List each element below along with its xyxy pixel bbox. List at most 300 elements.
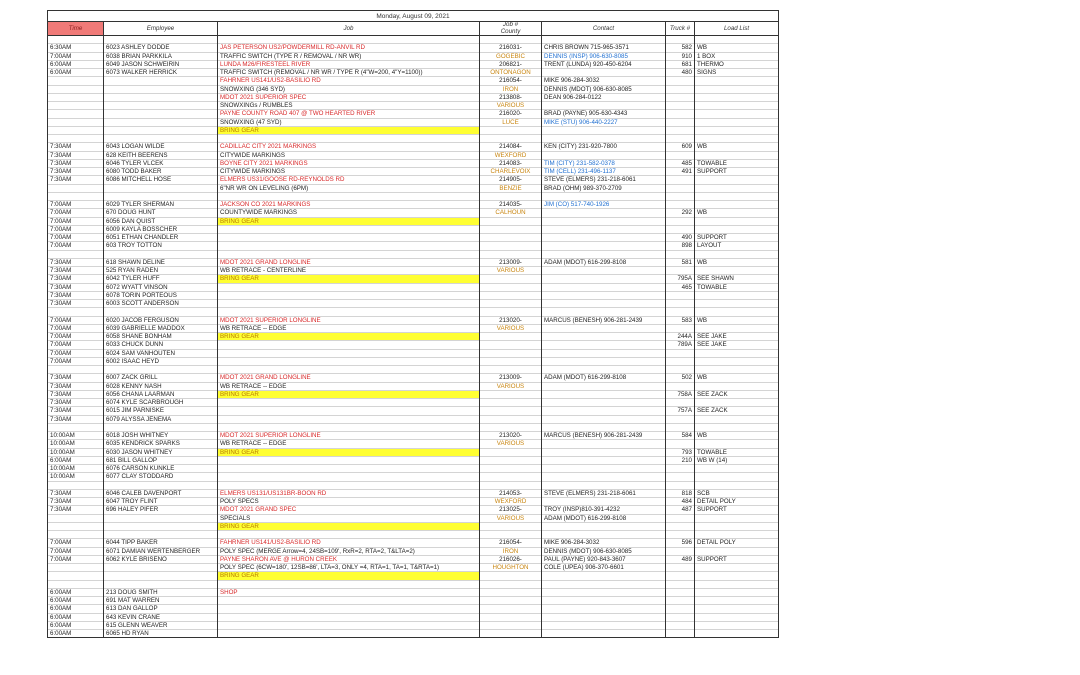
cell-employee — [104, 118, 218, 126]
cell-employee: 603 TROY TOTTON — [104, 242, 218, 250]
cell-job-number-county — [480, 621, 542, 629]
cell-time — [48, 192, 104, 200]
cell-employee — [104, 85, 218, 93]
cell-employee: 6003 SCOTT ANDERSON — [104, 300, 218, 308]
cell-job: MDOT 2021 SUPERIOR LONGLINE — [218, 432, 480, 440]
cell-employee: 6056 CHANA LAARMAN — [104, 390, 218, 398]
cell-truck — [666, 382, 695, 390]
cell-truck — [666, 151, 695, 159]
cell-job-number-county — [480, 135, 542, 143]
cell-load-list — [695, 349, 779, 357]
cell-contact — [542, 308, 666, 316]
cell-truck: 489 — [666, 555, 695, 563]
table-row — [48, 333, 779, 341]
table-row — [48, 60, 779, 68]
cell-truck — [666, 118, 695, 126]
cell-truck: 584 — [666, 432, 695, 440]
cell-contact — [542, 522, 666, 530]
cell-job: CITYWIDE MARKINGS — [218, 151, 480, 159]
cell-time: 6:00AM — [48, 588, 104, 596]
cell-contact — [542, 69, 666, 77]
table-row — [48, 465, 779, 473]
cell-contact — [542, 597, 666, 605]
table-row — [48, 415, 779, 423]
cell-load-list — [695, 514, 779, 522]
cell-load-list — [695, 399, 779, 407]
table-row — [48, 151, 779, 159]
cell-job-number-county: GOGEBIC — [480, 52, 542, 60]
cell-employee: 643 KEVIN CRANE — [104, 613, 218, 621]
cell-load-list: TOWABLE — [695, 283, 779, 291]
cell-employee: 6086 MITCHELL HOSE — [104, 176, 218, 184]
cell-time: 10:00AM — [48, 448, 104, 456]
header-job-number — [480, 22, 542, 36]
cell-time: 7:30AM — [48, 399, 104, 407]
cell-load-list — [695, 126, 779, 134]
cell-employee: 6047 TROY FLINT — [104, 498, 218, 506]
cell-time — [48, 250, 104, 258]
cell-load-list: SUPPORT — [695, 506, 779, 514]
cell-job-number-county: 214084- — [480, 143, 542, 151]
cell-job — [218, 605, 480, 613]
cell-truck: 758A — [666, 390, 695, 398]
cell-truck: 596 — [666, 539, 695, 547]
table-row — [48, 250, 779, 258]
cell-load-list — [695, 225, 779, 233]
cell-job-number-county — [480, 481, 542, 489]
cell-employee — [104, 192, 218, 200]
cell-load-list — [695, 184, 779, 192]
cell-time: 10:00AM — [48, 432, 104, 440]
cell-time: 6:30AM — [48, 44, 104, 52]
cell-load-list — [695, 135, 779, 143]
cell-contact — [542, 333, 666, 341]
cell-load-list: LAYOUT — [695, 242, 779, 250]
cell-job-number-county — [480, 465, 542, 473]
cell-contact — [542, 456, 666, 464]
table-row — [48, 456, 779, 464]
cell-job — [218, 580, 480, 588]
cell-truck: 490 — [666, 234, 695, 242]
table-row — [48, 242, 779, 250]
cell-truck: 910 — [666, 52, 695, 60]
cell-load-list — [695, 102, 779, 110]
cell-contact: CHRIS BROWN 715-965-3571 — [542, 44, 666, 52]
table-row — [48, 184, 779, 192]
cell-truck — [666, 399, 695, 407]
cell-employee: 6058 SHANE BONHAM — [104, 333, 218, 341]
cell-load-list — [695, 588, 779, 596]
cell-job: FAHRNER US141/US2-BASILIO RD — [218, 539, 480, 547]
cell-job-number-county — [480, 399, 542, 407]
cell-truck — [666, 300, 695, 308]
cell-employee — [104, 531, 218, 539]
cell-load-list — [695, 36, 779, 44]
cell-contact — [542, 341, 666, 349]
cell-job-number-county: BENZIE — [480, 184, 542, 192]
cell-time: 7:30AM — [48, 283, 104, 291]
cell-time: 7:30AM — [48, 407, 104, 415]
cell-job-number-county — [480, 308, 542, 316]
table-row — [48, 514, 779, 522]
table-row — [48, 44, 779, 52]
cell-truck: 581 — [666, 258, 695, 266]
cell-truck: 484 — [666, 498, 695, 506]
cell-job: MDOT 2021 SUPERIOR SPEC — [218, 93, 480, 101]
cell-contact: DENNIS (MDOT) 906-630-8085 — [542, 547, 666, 555]
cell-contact — [542, 267, 666, 275]
cell-employee: 6033 CHUCK DUNN — [104, 341, 218, 349]
cell-employee — [104, 423, 218, 431]
cell-load-list — [695, 481, 779, 489]
cell-employee: 6024 SAM VANHOUTEN — [104, 349, 218, 357]
cell-time — [48, 366, 104, 374]
table-row — [48, 69, 779, 77]
cell-load-list: WB — [695, 44, 779, 52]
cell-time: 6:00AM — [48, 605, 104, 613]
cell-load-list — [695, 250, 779, 258]
cell-contact: ADAM (MDOT) 616-299-8108 — [542, 258, 666, 266]
cell-load-list — [695, 423, 779, 431]
table-row — [48, 77, 779, 85]
table-row — [48, 324, 779, 332]
cell-job: BRING GEAR — [218, 333, 480, 341]
cell-employee: 6018 JOSH WHITNEY — [104, 432, 218, 440]
cell-time: 6:00AM — [48, 597, 104, 605]
cell-truck — [666, 102, 695, 110]
cell-truck — [666, 192, 695, 200]
cell-truck — [666, 572, 695, 580]
cell-truck: 757A — [666, 407, 695, 415]
cell-employee: 6046 CALEB DAVENPORT — [104, 489, 218, 497]
cell-job: SNOWXINGs / RUMBLES — [218, 102, 480, 110]
table-row — [48, 357, 779, 365]
cell-load-list — [695, 382, 779, 390]
header-county-label: County — [500, 27, 521, 35]
cell-employee: 6072 WYATT VINSON — [104, 283, 218, 291]
cell-job-number-county — [480, 456, 542, 464]
cell-truck — [666, 308, 695, 316]
cell-employee — [104, 93, 218, 101]
cell-contact: KEN (CITY) 231-920-7800 — [542, 143, 666, 151]
cell-load-list — [695, 118, 779, 126]
table-row — [48, 366, 779, 374]
cell-job: FAHRNER US141/US2-BASILIO RD — [218, 77, 480, 85]
table-row — [48, 473, 779, 481]
cell-job-number-county — [480, 225, 542, 233]
cell-time — [48, 481, 104, 489]
cell-time: 7:30AM — [48, 498, 104, 506]
cell-truck — [666, 630, 695, 638]
cell-time — [48, 135, 104, 143]
cell-job: BRING GEAR — [218, 217, 480, 225]
cell-contact — [542, 357, 666, 365]
cell-truck — [666, 415, 695, 423]
cell-time: 7:00AM — [48, 555, 104, 563]
cell-contact — [542, 473, 666, 481]
cell-contact — [542, 621, 666, 629]
cell-employee: 6023 ASHLEY DODDE — [104, 44, 218, 52]
cell-employee — [104, 126, 218, 134]
cell-truck — [666, 531, 695, 539]
cell-employee: 6007 ZACK GRILL — [104, 374, 218, 382]
cell-truck — [666, 465, 695, 473]
cell-employee — [104, 481, 218, 489]
cell-job-number-county: 216054- — [480, 539, 542, 547]
cell-employee: 6002 ISAAC HEYD — [104, 357, 218, 365]
cell-load-list — [695, 201, 779, 209]
cell-contact — [542, 192, 666, 200]
cell-contact — [542, 151, 666, 159]
cell-job: SNOWXING (47 SYD) — [218, 118, 480, 126]
table-row — [48, 489, 779, 497]
cell-job-number-county — [480, 423, 542, 431]
table-row — [48, 349, 779, 357]
cell-job-number-county: 216054- — [480, 77, 542, 85]
table-row — [48, 390, 779, 398]
cell-load-list: 1 BOX — [695, 52, 779, 60]
cell-job: SPECIALS — [218, 514, 480, 522]
cell-job-number-county — [480, 473, 542, 481]
table-row — [48, 110, 779, 118]
cell-truck — [666, 423, 695, 431]
cell-job — [218, 357, 480, 365]
cell-employee: 6044 TIPP BAKER — [104, 539, 218, 547]
cell-contact — [542, 588, 666, 596]
cell-job: JACKSON CO 2021 MARKINGS — [218, 201, 480, 209]
cell-job: MDOT 2021 GRAND SPEC — [218, 506, 480, 514]
cell-load-list — [695, 308, 779, 316]
cell-time: 7:30AM — [48, 176, 104, 184]
cell-truck: 487 — [666, 506, 695, 514]
cell-contact: STEVE (ELMERS) 231-218-6061 — [542, 176, 666, 184]
title-row — [48, 11, 779, 22]
cell-time: 7:00AM — [48, 539, 104, 547]
cell-job-number-county: VARIOUS — [480, 514, 542, 522]
cell-job: POLY SPECS — [218, 498, 480, 506]
cell-truck — [666, 85, 695, 93]
cell-time: 7:30AM — [48, 382, 104, 390]
table-row — [48, 217, 779, 225]
cell-job: TRAFFIC SWITCH (TYPE R / REMOVAL / NR WR) — [218, 52, 480, 60]
cell-job-number-county — [480, 597, 542, 605]
cell-job-number-county: 216031- — [480, 44, 542, 52]
cell-time: 7:30AM — [48, 143, 104, 151]
cell-job-number-county — [480, 341, 542, 349]
cell-truck — [666, 110, 695, 118]
cell-truck — [666, 621, 695, 629]
cell-truck: 818 — [666, 489, 695, 497]
table-row — [48, 275, 779, 283]
cell-time: 7:30AM — [48, 300, 104, 308]
cell-job-number-county — [480, 275, 542, 283]
cell-time: 7:00AM — [48, 341, 104, 349]
cell-load-list — [695, 473, 779, 481]
cell-load-list — [695, 605, 779, 613]
table-row — [48, 341, 779, 349]
cell-job-number-county: 214053- — [480, 489, 542, 497]
cell-job-number-county — [480, 522, 542, 530]
table-row — [48, 93, 779, 101]
cell-load-list: TOWABLE — [695, 159, 779, 167]
cell-truck: 582 — [666, 44, 695, 52]
cell-truck — [666, 597, 695, 605]
table-row — [48, 201, 779, 209]
cell-employee: 6078 TORIN PORTEOUS — [104, 291, 218, 299]
cell-job: WB RETRACE -- EDGE — [218, 382, 480, 390]
cell-contact — [542, 382, 666, 390]
cell-time — [48, 308, 104, 316]
cell-job-number-county: 213009- — [480, 258, 542, 266]
table-row — [48, 176, 779, 184]
cell-employee: 6077 CLAY STODDARD — [104, 473, 218, 481]
cell-job — [218, 407, 480, 415]
cell-contact — [542, 250, 666, 258]
cell-truck — [666, 366, 695, 374]
cell-load-list: SEE ZACK — [695, 407, 779, 415]
cell-time: 7:30AM — [48, 291, 104, 299]
cell-truck: 898 — [666, 242, 695, 250]
table-row — [48, 382, 779, 390]
cell-job-number-county: VARIOUS — [480, 102, 542, 110]
table-row — [48, 572, 779, 580]
cell-job-number-county — [480, 333, 542, 341]
cell-contact: PAUL (PAYNE) 920-843-3607 — [542, 555, 666, 563]
cell-load-list — [695, 324, 779, 332]
cell-time: 7:30AM — [48, 258, 104, 266]
cell-load-list — [695, 572, 779, 580]
cell-load-list — [695, 366, 779, 374]
cell-job: MDOT 2021 GRAND LONGLINE — [218, 258, 480, 266]
cell-job-number-county — [480, 234, 542, 242]
cell-contact — [542, 440, 666, 448]
cell-job-number-county — [480, 588, 542, 596]
cell-time: 7:00AM — [48, 234, 104, 242]
cell-truck: 795A — [666, 275, 695, 283]
cell-truck — [666, 440, 695, 448]
table-row — [48, 192, 779, 200]
cell-contact — [542, 498, 666, 506]
cell-truck — [666, 580, 695, 588]
cell-job: POLY SPEC (6CW=180', 12SB=86', LTA=3, ONLY =4, RTA=1, TA=1, T&RTA=1) — [218, 564, 480, 572]
cell-job: WB RETRACE - CENTERLINE — [218, 267, 480, 275]
table-row — [48, 267, 779, 275]
cell-employee — [104, 366, 218, 374]
cell-job-number-county — [480, 366, 542, 374]
cell-contact — [542, 242, 666, 250]
cell-employee: 6080 TODD BAKER — [104, 168, 218, 176]
table-row — [48, 423, 779, 431]
table-row — [48, 588, 779, 596]
cell-load-list — [695, 597, 779, 605]
cell-load-list — [695, 151, 779, 159]
cell-employee: 6038 BRIAN PARKKILA — [104, 52, 218, 60]
cell-time: 7:30AM — [48, 415, 104, 423]
cell-job: SHOP — [218, 588, 480, 596]
table-row — [48, 621, 779, 629]
sheet-title: Monday, August 09, 2021 — [48, 11, 779, 22]
cell-time — [48, 85, 104, 93]
cell-contact — [542, 366, 666, 374]
cell-contact — [542, 390, 666, 398]
cell-truck — [666, 473, 695, 481]
cell-job-number-county: IRON — [480, 85, 542, 93]
header-job-num-label: Job # — [502, 21, 519, 28]
cell-contact: ADAM (MDOT) 616-299-8108 — [542, 514, 666, 522]
cell-time — [48, 531, 104, 539]
cell-truck — [666, 184, 695, 192]
cell-job-number-county: IRON — [480, 547, 542, 555]
cell-employee — [104, 184, 218, 192]
cell-truck — [666, 135, 695, 143]
cell-employee: 6043 LOGAN WILDE — [104, 143, 218, 151]
cell-time — [48, 522, 104, 530]
cell-contact: DENNIS (MDOT) 906-630-8085 — [542, 85, 666, 93]
cell-contact: TIM (CELL) 231-496-1137 — [542, 168, 666, 176]
table-row — [48, 605, 779, 613]
cell-load-list — [695, 176, 779, 184]
cell-contact: MIKE 906-284-3032 — [542, 539, 666, 547]
table-row — [48, 291, 779, 299]
cell-truck — [666, 514, 695, 522]
cell-employee: 613 DAN GALLOP — [104, 605, 218, 613]
cell-job: 6"NR WR ON LEVELING (6PM) — [218, 184, 480, 192]
cell-time — [48, 110, 104, 118]
cell-time — [48, 126, 104, 134]
cell-job-number-county: WEXFORD — [480, 151, 542, 159]
cell-job: BRING GEAR — [218, 448, 480, 456]
cell-truck: 793 — [666, 448, 695, 456]
cell-employee — [104, 308, 218, 316]
cell-contact — [542, 399, 666, 407]
table-row — [48, 564, 779, 572]
cell-employee: 615 GLENN WEAVER — [104, 621, 218, 629]
cell-truck: 480 — [666, 69, 695, 77]
cell-job-number-county: 214083- — [480, 159, 542, 167]
cell-employee: 6051 ETHAN CHANDLER — [104, 234, 218, 242]
cell-job: CADILLAC CITY 2021 MARKINGS — [218, 143, 480, 151]
cell-truck: 789A — [666, 341, 695, 349]
cell-time: 10:00AM — [48, 473, 104, 481]
cell-truck — [666, 357, 695, 365]
table-row — [48, 102, 779, 110]
cell-load-list: WB — [695, 374, 779, 382]
cell-load-list — [695, 267, 779, 275]
cell-load-list: WB — [695, 432, 779, 440]
cell-truck — [666, 77, 695, 85]
cell-job-number-county: ONTONAGON — [480, 69, 542, 77]
table-row — [48, 506, 779, 514]
cell-job-number-county: VARIOUS — [480, 267, 542, 275]
cell-job-number-county — [480, 448, 542, 456]
cell-time: 6:00AM — [48, 613, 104, 621]
table-row — [48, 407, 779, 415]
cell-job — [218, 621, 480, 629]
cell-job-number-county: LUCE — [480, 118, 542, 126]
cell-job-number-county: CHARLEVOIX — [480, 168, 542, 176]
cell-contact — [542, 225, 666, 233]
cell-job: CITYWIDE MARKINGS — [218, 168, 480, 176]
header-truck: Truck # — [666, 22, 695, 36]
cell-truck — [666, 201, 695, 209]
cell-contact — [542, 300, 666, 308]
cell-job — [218, 308, 480, 316]
cell-load-list — [695, 465, 779, 473]
cell-truck — [666, 291, 695, 299]
cell-truck — [666, 547, 695, 555]
cell-time: 10:00AM — [48, 440, 104, 448]
header-contact: Contact — [542, 22, 666, 36]
